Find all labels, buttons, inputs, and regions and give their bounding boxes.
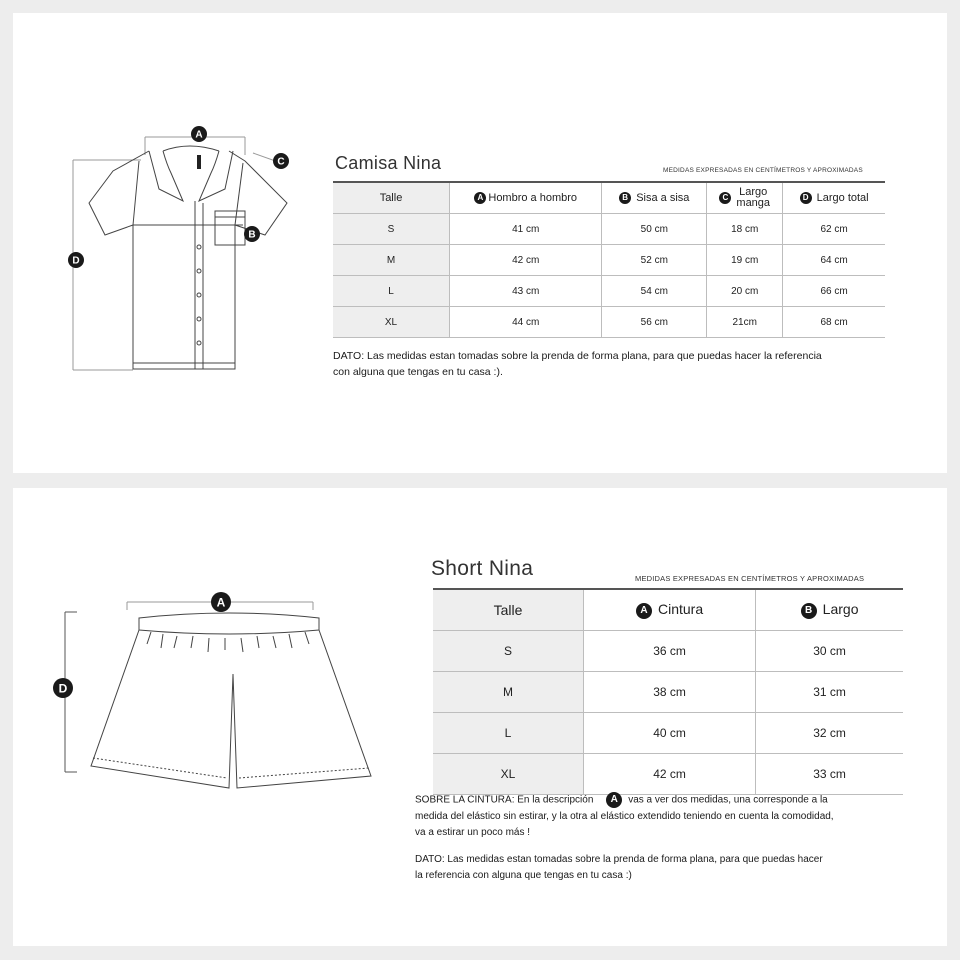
short-measure-note: MEDIDAS EXPRESADAS EN CENTÍMETROS Y APROXIMADAS <box>635 574 865 583</box>
header-hombro-label: Hombro a hombro <box>488 191 578 204</box>
short-diagram <box>13 488 413 888</box>
short-dato-line2: la referencia con alguna que tengas en tu casa :) <box>415 870 632 881</box>
short-size-table <box>433 588 903 795</box>
badge-b-icon: B <box>801 603 817 619</box>
table-row <box>433 754 903 795</box>
cintura-note-prefix: SOBRE LA CINTURA: En la descripción <box>415 794 594 806</box>
hombro-cell: 42 cm <box>450 245 602 276</box>
table-row <box>333 307 885 338</box>
header-largo <box>756 589 903 631</box>
table-row <box>433 713 903 754</box>
shirt-dato-line1: DATO: Las medidas estan tomadas sobre la prenda de forma plana, para que puedas hacer la referencia <box>333 350 822 362</box>
largo-cell: 31 cm <box>756 672 903 713</box>
header-largo-total <box>783 182 885 214</box>
header-largo-label: Largo <box>822 601 859 618</box>
sisa-cell: 54 cm <box>602 276 707 307</box>
header-talle: Talle <box>433 589 584 631</box>
size-cell: L <box>433 713 584 754</box>
badge-c-icon: C <box>719 192 731 204</box>
header-largo-total-label: Largo total <box>816 191 869 204</box>
svg-text:C: C <box>277 156 285 168</box>
shirt-diagram-badges <box>13 13 313 313</box>
badge-d-icon: D <box>800 192 812 204</box>
svg-text:D: D <box>72 255 80 267</box>
largo-cell: 30 cm <box>756 631 903 672</box>
badge-a-icon: A <box>606 792 622 808</box>
largo-cell: 32 cm <box>756 713 903 754</box>
cintura-note-line3: va a estirar un poco más ! <box>415 826 531 838</box>
size-cell: S <box>333 214 450 245</box>
shirt-dato-note <box>333 348 822 380</box>
table-row <box>333 276 885 307</box>
header-largo-manga-line2: manga <box>736 197 771 209</box>
hombro-cell: 43 cm <box>450 276 602 307</box>
header-sisa <box>602 182 707 214</box>
cintura-cell: 42 cm <box>584 754 756 795</box>
short-dato-note <box>415 852 823 884</box>
cintura-note-line2: medida del elástico sin estirar, y la otra al elástico extendido teniendo en cuenta la comodidad, <box>415 810 834 822</box>
header-largo-manga-line1: Largo <box>739 186 768 198</box>
svg-text:D: D <box>58 681 68 696</box>
shirt-dato-line2: con alguna que tengas en tu casa :). <box>333 366 503 378</box>
table-header-row <box>433 589 903 631</box>
table-row <box>333 245 885 276</box>
badge-d-icon <box>53 678 73 698</box>
svg-text:A: A <box>216 595 226 610</box>
sisa-cell: 50 cm <box>602 214 707 245</box>
cintura-cell: 40 cm <box>584 713 756 754</box>
sisa-cell: 56 cm <box>602 307 707 338</box>
badge-c-icon <box>273 153 289 169</box>
badge-a-icon <box>191 126 207 142</box>
size-cell: XL <box>333 307 450 338</box>
table-row <box>333 214 885 245</box>
badge-a-icon <box>211 592 231 612</box>
header-sisa-label: Sisa a sisa <box>636 191 690 204</box>
badge-a-icon: A <box>474 192 486 204</box>
short-title: Short Nina <box>431 557 534 580</box>
header-cintura-label: Cintura <box>658 601 704 618</box>
header-cintura <box>584 589 756 631</box>
shirt-title: Camisa Nina <box>335 153 442 173</box>
sisa-cell: 52 cm <box>602 245 707 276</box>
size-cell: M <box>333 245 450 276</box>
header-hombro <box>450 182 602 214</box>
hombro-cell: 41 cm <box>450 214 602 245</box>
badge-b-icon <box>244 226 260 242</box>
largo-cell: 33 cm <box>756 754 903 795</box>
largo-manga-cell: 18 cm <box>707 214 783 245</box>
largo-total-cell: 64 cm <box>783 245 885 276</box>
badge-a-icon: A <box>636 603 652 619</box>
cintura-cell: 38 cm <box>584 672 756 713</box>
largo-total-cell: 62 cm <box>783 214 885 245</box>
largo-total-cell: 66 cm <box>783 276 885 307</box>
shirt-size-table <box>333 181 885 338</box>
table-row <box>433 672 903 713</box>
largo-manga-cell: 21cm <box>707 307 783 338</box>
header-largo-manga <box>707 182 783 214</box>
short-panel <box>13 488 947 946</box>
largo-total-cell: 68 cm <box>783 307 885 338</box>
badge-b-icon: B <box>619 192 631 204</box>
svg-text:B: B <box>248 229 256 241</box>
short-dato-line1: DATO: Las medidas estan tomadas sobre la prenda de forma plana, para que puedas hacer <box>415 854 823 865</box>
shirt-measure-note: MEDIDAS EXPRESADAS EN CENTÍMETROS Y APROXIMADAS <box>663 167 863 174</box>
table-header-row <box>333 182 885 214</box>
cintura-note-suffix: vas a ver dos medidas, una corresponde a la <box>628 794 828 806</box>
largo-manga-cell: 19 cm <box>707 245 783 276</box>
size-cell: L <box>333 276 450 307</box>
largo-manga-cell: 20 cm <box>707 276 783 307</box>
table-row <box>433 631 903 672</box>
short-cintura-note <box>415 792 834 841</box>
svg-text:A: A <box>195 129 203 141</box>
header-talle: Talle <box>333 182 450 214</box>
size-cell: XL <box>433 754 584 795</box>
size-cell: M <box>433 672 584 713</box>
size-cell: S <box>433 631 584 672</box>
shirt-panel <box>13 13 947 473</box>
cintura-cell: 36 cm <box>584 631 756 672</box>
badge-d-icon <box>68 252 84 268</box>
hombro-cell: 44 cm <box>450 307 602 338</box>
